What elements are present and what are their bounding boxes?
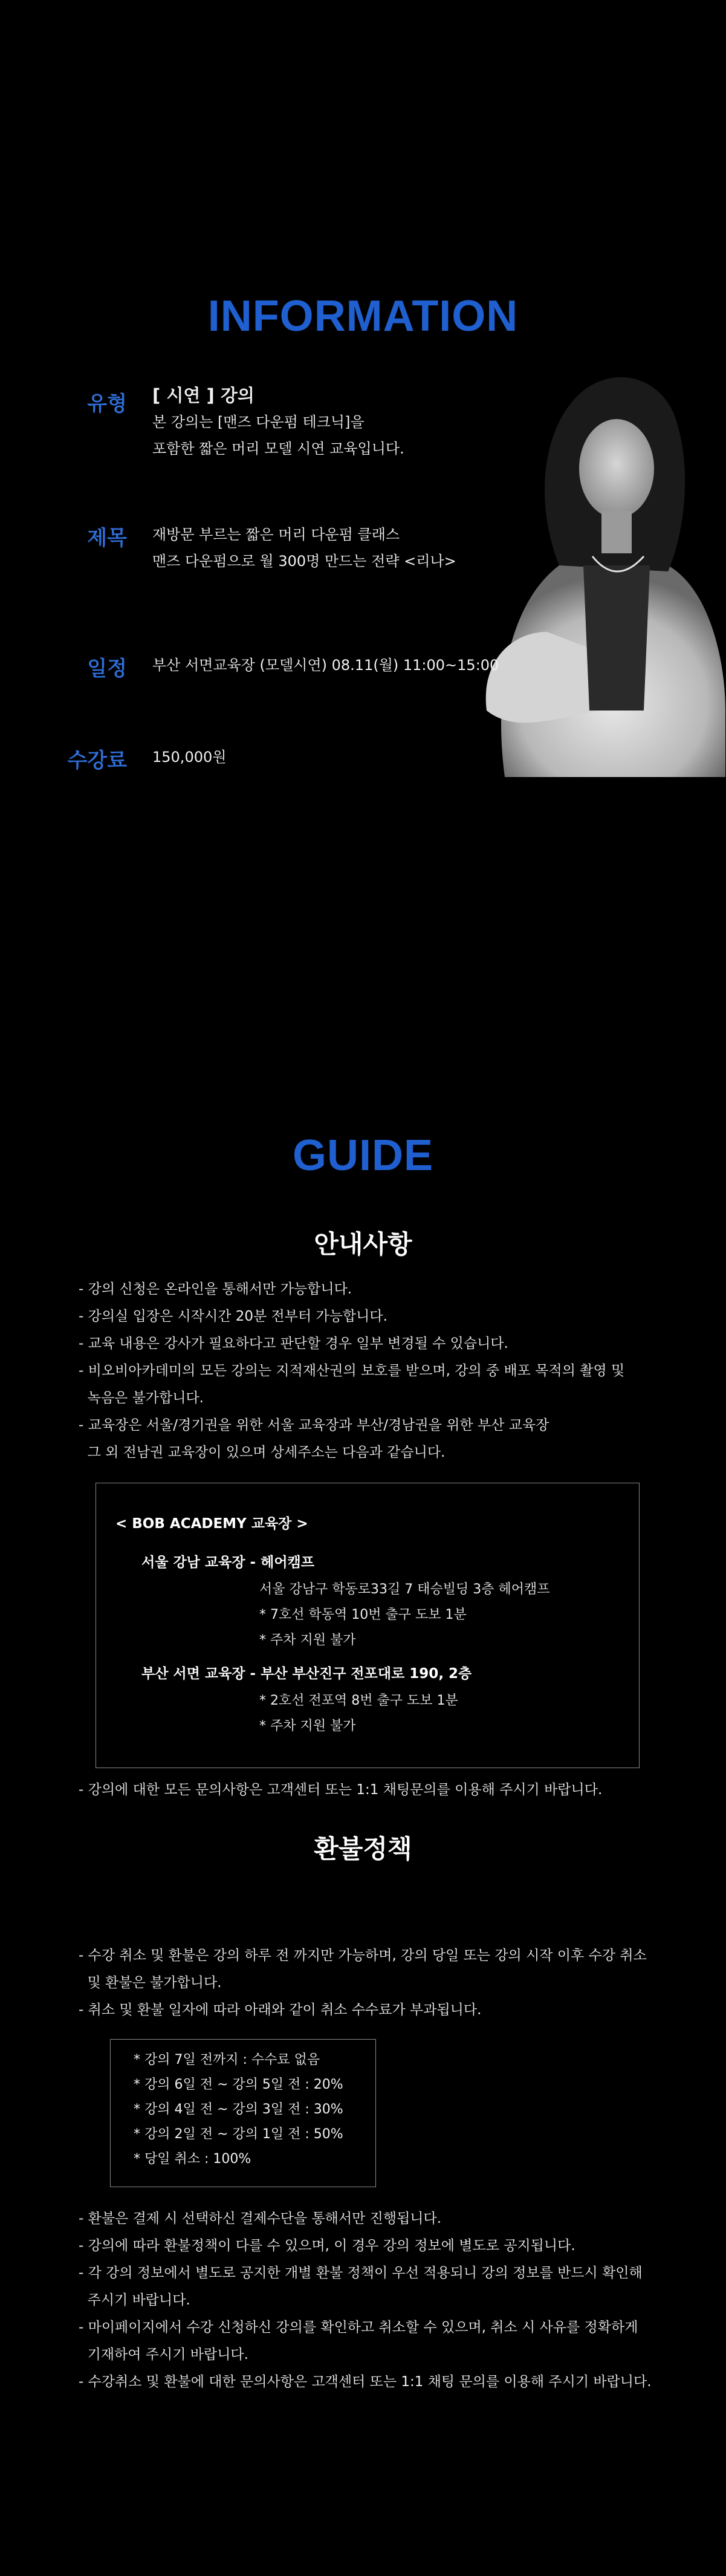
fee-tier: * 당일 취소 : 100% bbox=[134, 2152, 251, 2167]
type-heading: [ 시연 ] 강의 bbox=[152, 385, 254, 406]
notice-item-continued: 녹음은 불가합니다. bbox=[87, 1390, 204, 1406]
subject-line-2: 맨즈 다운펌으로 월 300명 만드는 전략 <리나> bbox=[152, 553, 456, 570]
academy-location-box bbox=[96, 1483, 640, 1768]
information-title: INFORMATION bbox=[207, 292, 519, 340]
notice-item-continued: 그 외 전남권 교육장이 있으며 상세주소는 다음과 같습니다. bbox=[87, 1445, 446, 1460]
refund-item: - 환불은 결제 시 선택하신 결제수단을 통해서만 진행됩니다. bbox=[79, 2205, 659, 2233]
refund-item-continued: 기재하여 주시기 바랍니다. bbox=[87, 2347, 248, 2363]
schedule-label: 일정 bbox=[87, 657, 127, 681]
refund-list-bottom bbox=[79, 2205, 659, 2396]
refund-item: - 각 강의 정보에서 별도로 공지한 개별 환불 정책이 우선 적용되니 강의 정보를 반드시 확인해 bbox=[79, 2260, 659, 2287]
refund-item: - 수강 취소 및 환불은 강의 하루 전 까지만 가능하며, 강의 당일 또는 강의 시작 이후 수강 취소 bbox=[79, 1942, 659, 1969]
inquiry-text: - 강의에 대한 모든 문의사항은 고객센터 또는 1:1 채팅문의를 이용해 주시기 바랍니다. bbox=[79, 1777, 659, 1804]
busan-parking: * 주차 지원 불가 bbox=[259, 1719, 356, 1734]
busan-location-name: 부산 서면 교육장 - 부산 부산진구 전포대로 190, 2층 bbox=[141, 1666, 472, 1682]
fee-tier: * 강의 6일 전 ~ 강의 5일 전 : 20% bbox=[134, 2077, 343, 2092]
type-line-1: 본 강의는 [맨즈 다운펌 테크닉]을 bbox=[152, 414, 365, 431]
notice-item: - 강의 신청은 온라인을 통해서만 가능합니다. bbox=[79, 1276, 659, 1303]
subject-label: 제목 bbox=[87, 526, 127, 550]
busan-transit: * 2호선 전포역 8번 출구 도보 1분 bbox=[259, 1693, 458, 1708]
schedule-text: 부산 서면교육장 (모델시연) 08.11(월) 11:00~15:00 bbox=[152, 657, 499, 674]
notice-item: - 교육장은 서울/경기권을 위한 서울 교육장과 부산/경남권을 위한 부산 교육장 bbox=[79, 1412, 659, 1439]
refund-item: - 강의에 따라 환불정책이 다를 수 있으며, 이 경우 강의 정보에 별도로 공지됩니다. bbox=[79, 2233, 659, 2260]
notice-title: 안내사항 bbox=[314, 1229, 412, 1259]
seoul-parking: * 주차 지원 불가 bbox=[259, 1633, 356, 1648]
seoul-address: 서울 강남구 학동로33길 7 태승빌딩 3층 헤어캠프 bbox=[259, 1582, 550, 1597]
notice-list bbox=[79, 1276, 659, 1466]
fee-tier: * 강의 7일 전까지 : 수수료 없음 bbox=[134, 2052, 320, 2067]
notice-item: - 교육 내용은 강사가 필요하다고 판단할 경우 일부 변경될 수 있습니다. bbox=[79, 1330, 659, 1358]
type-label: 유형 bbox=[87, 392, 127, 416]
refund-item-continued: 및 환불은 불가합니다. bbox=[87, 1975, 222, 1991]
inquiry-list bbox=[79, 1777, 659, 1804]
refund-item: - 마이페이지에서 수강 신청하신 강의를 확인하고 취소할 수 있으며, 취소 시 사유를 정확하게 bbox=[79, 2314, 659, 2341]
fee-tier: * 강의 4일 전 ~ 강의 3일 전 : 30% bbox=[134, 2102, 343, 2117]
type-line-2: 포함한 짧은 머리 모델 시연 교육입니다. bbox=[152, 440, 404, 457]
refund-title: 환불정책 bbox=[314, 1834, 412, 1864]
refund-item: - 수강취소 및 환불에 대한 문의사항은 고객센터 또는 1:1 채팅 문의를 이용해 주시기 바랍니다. bbox=[79, 2369, 659, 2396]
refund-list-top bbox=[79, 1942, 659, 2024]
notice-item: - 강의실 입장은 시작시간 20분 전부터 가능합니다. bbox=[79, 1303, 659, 1330]
refund-item-continued: 주시기 바랍니다. bbox=[87, 2292, 190, 2308]
fee-label: 수강료 bbox=[67, 749, 127, 773]
notice-item: - 비오비아카데미의 모든 강의는 지적재산권의 보호를 받으며, 강의 중 배포 목적의 촬영 및 bbox=[79, 1358, 659, 1385]
guide-title: GUIDE bbox=[292, 1131, 434, 1180]
seoul-location-name: 서울 강남 교육장 - 헤어캠프 bbox=[141, 1555, 314, 1570]
refund-item: - 취소 및 환불 일자에 따라 아래와 같이 취소 수수료가 부과됩니다. bbox=[79, 1997, 659, 2024]
academy-heading: < BOB ACADEMY 교육장 > bbox=[115, 1516, 308, 1532]
seoul-transit: * 7호선 학동역 10번 출구 도보 1분 bbox=[259, 1607, 467, 1622]
fee-text: 150,000원 bbox=[152, 749, 227, 766]
fee-tier: * 강의 2일 전 ~ 강의 1일 전 : 50% bbox=[134, 2127, 343, 2142]
instructor-photo bbox=[468, 348, 725, 777]
cancellation-fee-box bbox=[110, 2039, 376, 2187]
subject-line-1: 재방문 부르는 짧은 머리 다운펌 클래스 bbox=[152, 526, 400, 543]
